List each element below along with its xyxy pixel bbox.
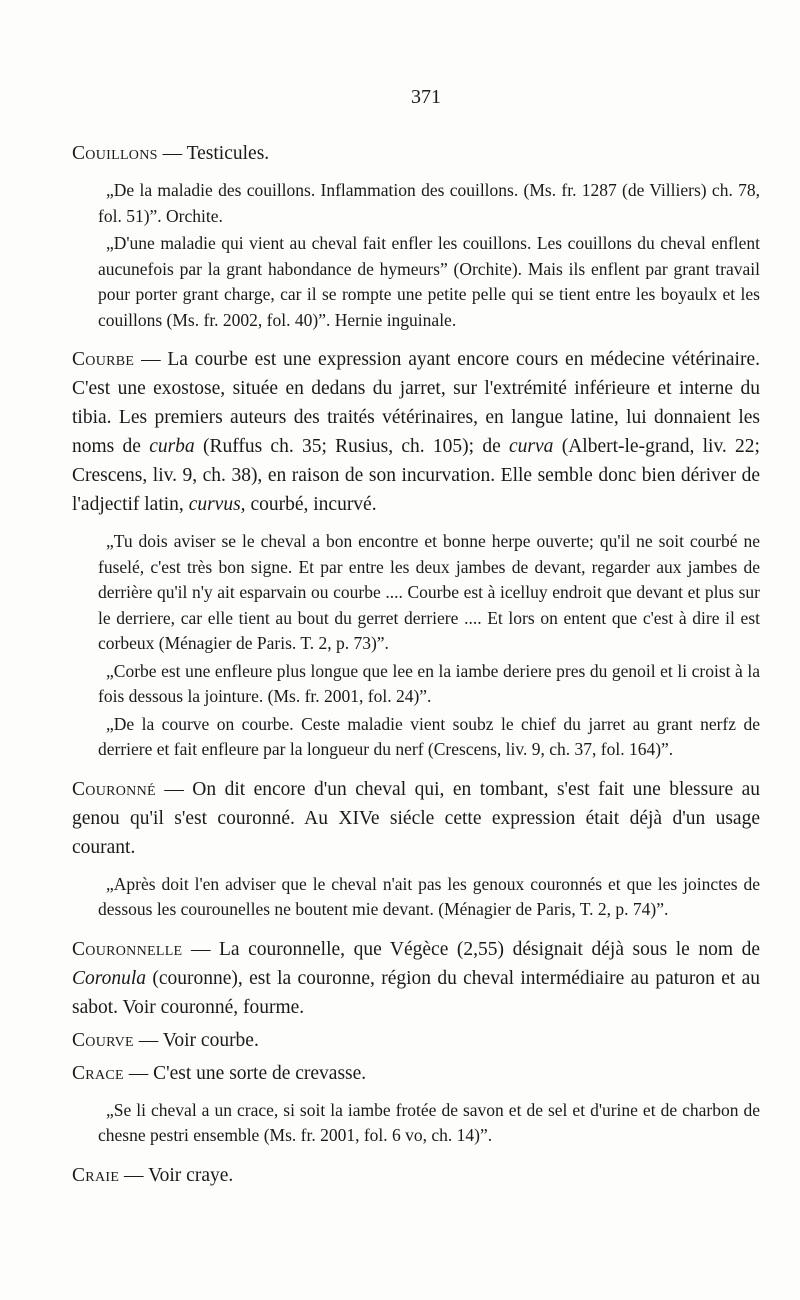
entry-text: — Voir courbe. (133, 1029, 259, 1051)
entry-head: Courbe (72, 349, 135, 370)
latin-term: curvus, (188, 494, 246, 515)
quote: „De la courve on courbe. Ceste maladie vient soubz le chief du jarret au grant nerfz de derriere et fait enfleure par la longueur du nerf (Crescens, liv. 9, ch. 37, fol. 164)”. (98, 713, 760, 759)
latin-term: curva (509, 436, 554, 457)
latin-term: Coronula (72, 967, 147, 989)
entry-head: Couronné (72, 778, 156, 800)
quotes-couillons (72, 178, 760, 333)
quote: „D'une maladie qui vient au cheval fait enfler les couillons. Les couillons du cheval enflent aucunefois par la grant habondance de hymeurs” (Orchite). Mais ils enflent par grant travail pour porter grant charge, car il se rompte une petite pelle qui se tient entre les boyaulx et les couillons (Ms. fr. 2002, fol. 40)”. Hernie inguinale. (98, 233, 760, 330)
entry-text: — La couronnelle, que Végèce (2,55) désignait déjà sous le nom de (182, 938, 760, 960)
entry-text: (couronne), est la couronne, région du cheval intermédiaire au paturon et au sabot. Voir couronné, fourme. (72, 967, 760, 1018)
quote: „Se li cheval a un crace, si soit la iambe frotée de savon et de sel et d'urine et de charbon de chesne pestri ensemble (Ms. fr. 2001, fol. 6 vo, ch. 14)”. (98, 1099, 760, 1145)
entry-text: — On dit encore d'un cheval qui, en tombant, s'est fait une blessure au genou qu'il s'est couronné. Au XIVe siécle cette expression était déjà d'un usage courant. (72, 778, 760, 858)
quote: „Tu dois aviser se le cheval a bon encontre et bonne herpe ouverte; qu'il ne soit courbé ne fuselé, c'est très bon signe. Et par entre les deux jambes de devant, regarder aux jambes de derrière qu'il n'y ait esparvain ou courbe .... Courbe est à icelluy endroit que devant et plus sur le derriere, car elle tient au bout du gerret derriere .... Et lors on entent que c'est à dire il est corbeux (Ménagier de Paris. T. 2, p. 73)”. (98, 531, 760, 653)
entry-craie (72, 1161, 760, 1190)
quote: „Après doit l'en adviser que le cheval n'ait pas les genoux couronnés et que les joinctes de dessous les courounelles ne boutent mie devant. (Ménagier de Paris, T. 2, p. 74)”. (98, 873, 760, 919)
entry-text: (Albert-le-grand, liv. 22; Crescens, liv. 9, ch. 38), en raison de son incurvation. Elle semble donc bien dériver de l'adjectif latin, (72, 436, 760, 515)
entry-head: Courve (72, 1029, 134, 1051)
quotes-crace (72, 1098, 760, 1149)
entry-head: Couillons (72, 143, 158, 164)
quote: „Corbe est une enfleure plus longue que lee en la iambe deriere pres du genoil et li croist à la fois dessous la jointure. (Ms. fr. 2001, fol. 24)”. (98, 660, 760, 706)
quote: „De la maladie des couillons. Inflammation des couillons. (Ms. fr. 1287 (de Villiers) ch. 78, fol. 51)”. Orchite. (98, 180, 760, 226)
entry-text: (Ruffus ch. 35; Rusius, ch. 105); de (194, 436, 510, 457)
latin-term: curba (149, 436, 195, 457)
page-number: 371 (411, 86, 441, 108)
entry-courbe (72, 345, 760, 519)
entry-head: Crace (72, 1062, 124, 1084)
entry-text: — La courbe est une expression ayant encore cours en médecine vétérinaire. C'est une exostose, située en dedans du jarret, sur l'extrémité inférieure et interne du tibia. Les premiers auteurs des traités vétérinaires, en langue latine, lui donnaient les noms de (72, 349, 760, 457)
entry-text: — C'est une sorte de crevasse. (123, 1062, 367, 1084)
entry-couillons (72, 139, 760, 168)
entry-crace (72, 1059, 760, 1088)
entry-couronne (72, 775, 760, 862)
entry-courve (72, 1026, 760, 1055)
entry-text: — Testicules. (157, 143, 270, 164)
entry-text: courbé, incurvé. (245, 494, 377, 515)
entry-couronnelle (72, 935, 760, 1022)
entry-head: Couronnelle (72, 938, 183, 960)
entry-head: Craie (72, 1164, 120, 1186)
quotes-courbe (72, 529, 760, 763)
quotes-couronne (72, 872, 760, 923)
entry-text: — Voir craye. (119, 1164, 234, 1186)
